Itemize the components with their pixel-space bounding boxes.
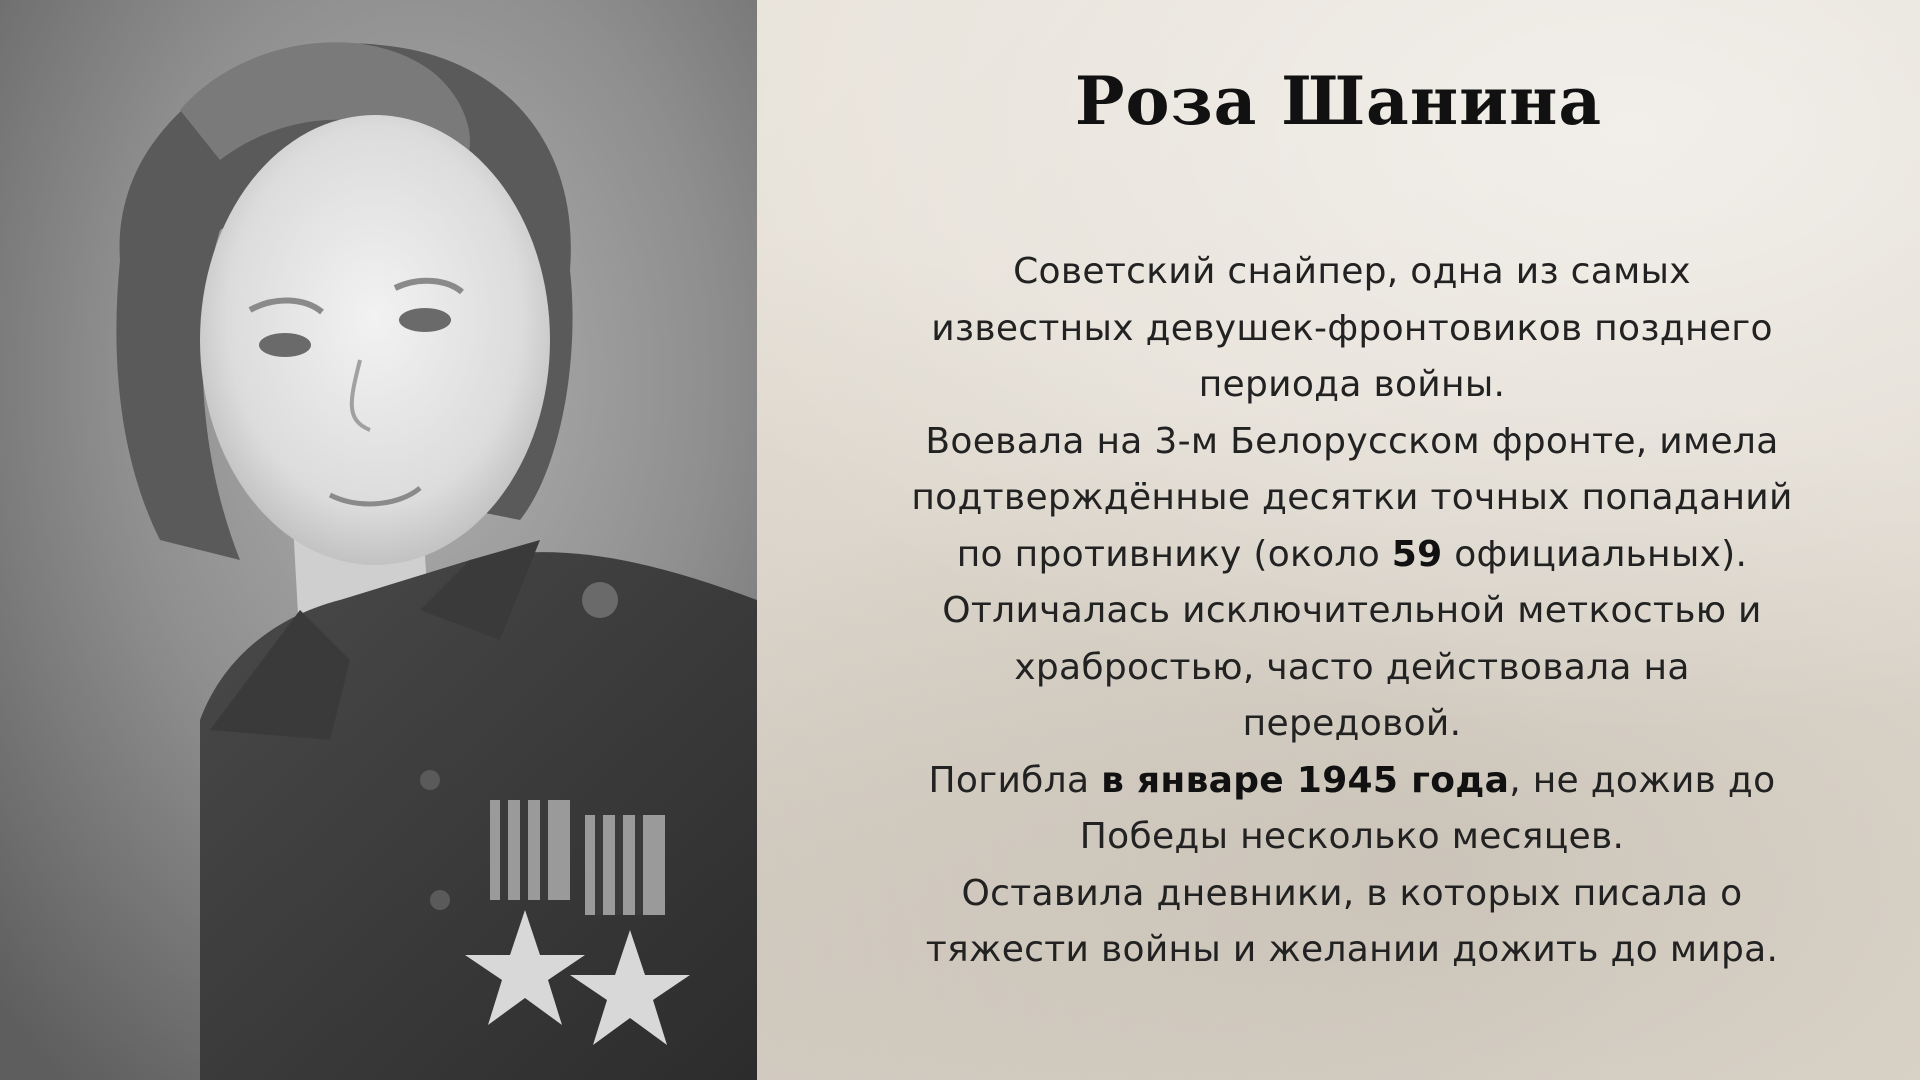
paragraph-service	[907, 414, 1797, 753]
paragraph-intro	[907, 244, 1797, 414]
paragraph-death	[907, 753, 1797, 866]
paragraph-text: Воевала на 3-м Белорусском фронте, имела подтверждённые десятки точных попаданий по противнику (около	[911, 420, 1793, 575]
paragraph-text: , не дожив до Победы несколько месяцев.	[1079, 759, 1776, 857]
paragraph-text: официальных). Отличалась исключительной меткостью и храбростью, часто действовала на передовой.	[942, 533, 1762, 744]
highlight-number: 59	[1391, 533, 1443, 575]
paragraph-text: Советский снайпер, одна из самых известных девушек-фронтовиков позднего периода войны.	[931, 251, 1773, 405]
page-title: Роза Шанина	[1074, 62, 1603, 140]
portrait-photo	[0, 0, 757, 1080]
highlight-date: в январе 1945 года	[1101, 759, 1510, 801]
paragraph-text: Оставила дневники, в которых писала о тяжести войны и желании дожить до мира.	[925, 872, 1779, 970]
text-panel	[757, 0, 1920, 1080]
paragraph-text: Погибла	[928, 759, 1102, 801]
paragraph-diaries	[907, 866, 1797, 979]
biography-text	[907, 244, 1797, 979]
